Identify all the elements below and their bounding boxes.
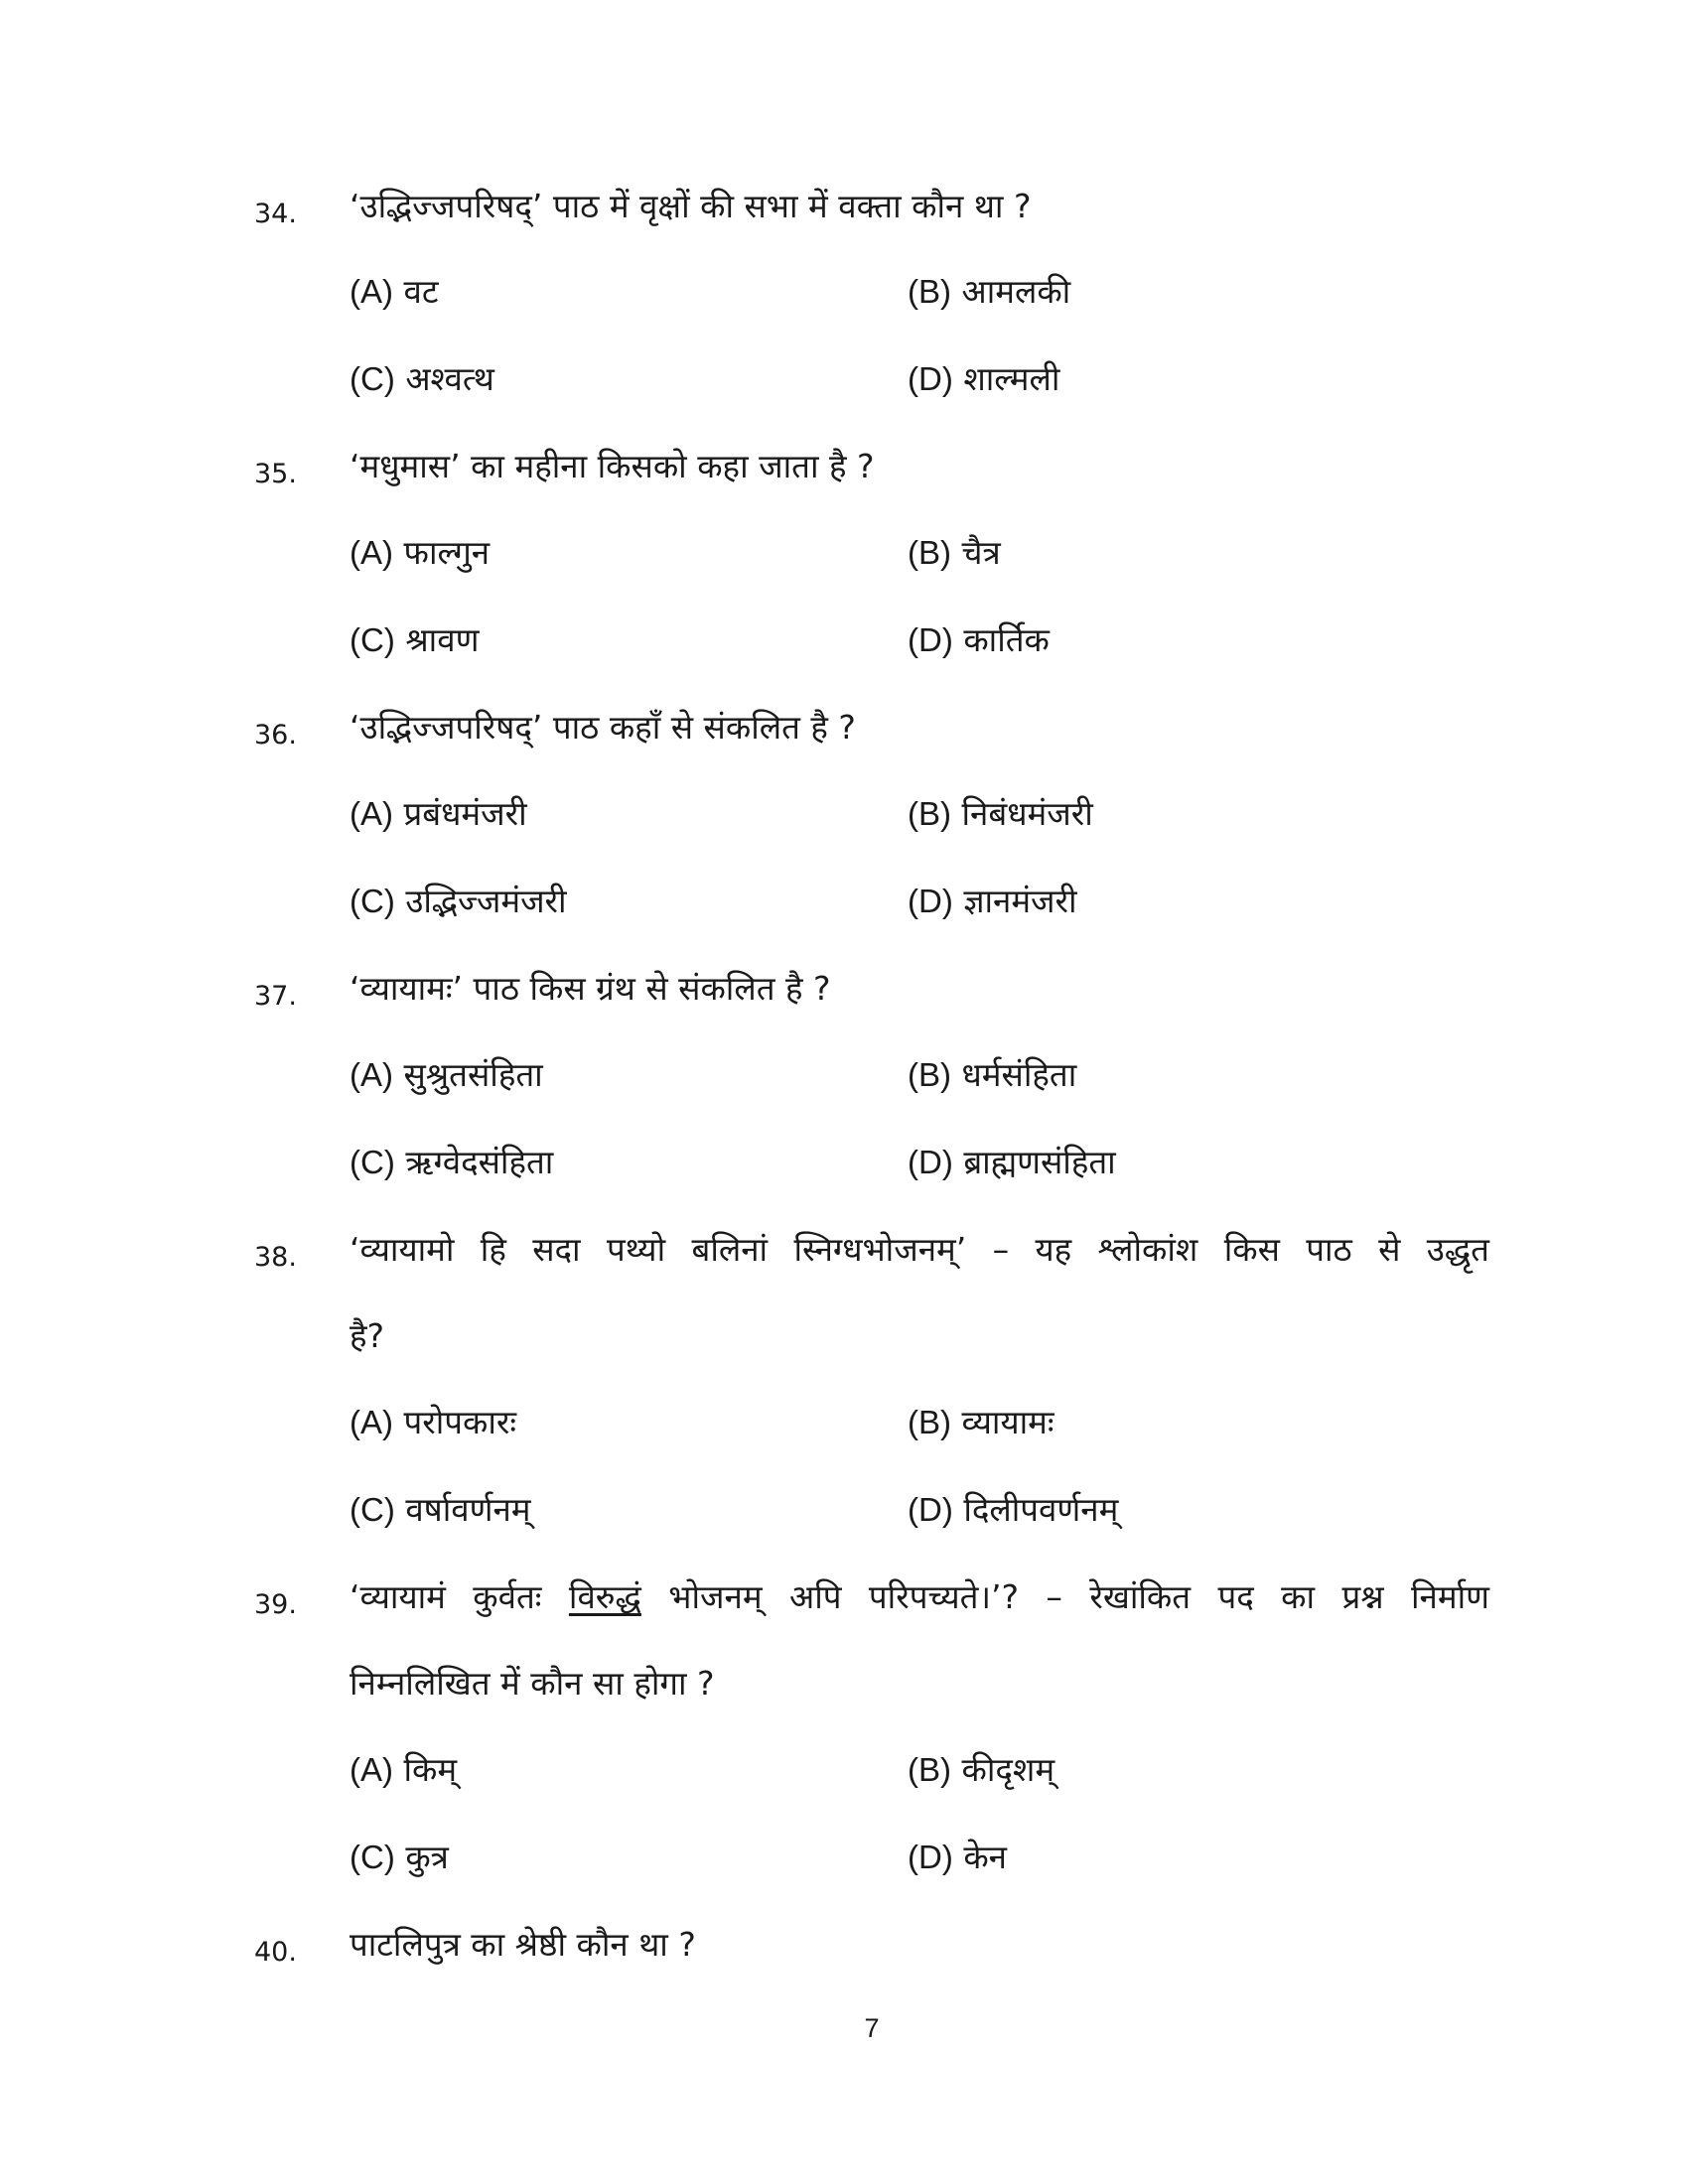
option-c: (C) कुत्र bbox=[350, 1838, 449, 1876]
question-text: ‘उद्भिज्जपरिषद्’ पाठ कहाँ से संकलित है ? bbox=[350, 708, 856, 747]
option-b: (B) धर्मसंहिता bbox=[908, 1055, 1077, 1094]
option-d: (D) शाल्मली bbox=[908, 359, 1060, 398]
page-number: 7 bbox=[864, 2013, 880, 2043]
question-text-part: भोजनम् अपि परिपच्यते।’? – रेखांकित पद का प्रश्न निर्माण bbox=[640, 1577, 1489, 1616]
option-a: (A) वट bbox=[350, 272, 439, 311]
question-number: 36. bbox=[254, 720, 297, 751]
question-number: 39. bbox=[254, 1589, 297, 1620]
question-number: 38. bbox=[254, 1242, 297, 1273]
option-b: (B) व्यायामः bbox=[908, 1403, 1055, 1441]
question-text-line-1 bbox=[350, 1577, 1489, 1617]
question-text-line-1: ‘व्यायामो हि सदा पथ्यो बलिनां स्निग्धभोजनम्’ – यह श्लोकांश किस पाठ से उद्धृत bbox=[350, 1230, 1489, 1269]
option-a: (A) प्रबंधमंजरी bbox=[350, 794, 527, 833]
option-a: (A) परोपकारः bbox=[350, 1403, 517, 1441]
question-text: ‘उद्भिज्जपरिषद्’ पाठ में वृक्षों की सभा में वक्ता कौन था ? bbox=[350, 187, 1032, 225]
question-text: ‘व्यायामः’ पाठ किस ग्रंथ से संकलित है ? bbox=[350, 969, 831, 1008]
option-c: (C) वर्षावर्णनम् bbox=[350, 1490, 531, 1529]
option-c: (C) श्रावण bbox=[350, 620, 480, 659]
option-a: (A) सुश्रुतसंहिता bbox=[350, 1055, 543, 1094]
option-b: (B) कीदृशम् bbox=[908, 1750, 1055, 1789]
option-a: (A) फाल्गुन bbox=[350, 533, 491, 572]
question-number: 34. bbox=[254, 199, 297, 229]
option-a: (A) किम् bbox=[350, 1750, 458, 1789]
option-c: (C) उद्भिज्जमंजरी bbox=[350, 882, 567, 920]
question-number: 35. bbox=[254, 459, 297, 489]
option-d: (D) ब्राह्मणसंहिता bbox=[908, 1143, 1116, 1181]
question-text: पाटलिपुत्र का श्रेष्ठी कौन था ? bbox=[350, 1925, 696, 1964]
option-d: (D) ज्ञानमंजरी bbox=[908, 882, 1077, 920]
option-d: (D) केन bbox=[908, 1838, 1007, 1876]
option-b: (B) आमलकी bbox=[908, 272, 1071, 311]
question-text-part: ‘व्यायामं कुर्वतः bbox=[350, 1577, 569, 1616]
question-text-line-2: निम्नलिखित में कौन सा होगा ? bbox=[350, 1664, 715, 1703]
option-b: (B) निबंधमंजरी bbox=[908, 794, 1093, 833]
option-c: (C) ऋग्वेदसंहिता bbox=[350, 1143, 554, 1181]
question-text-line-2: है? bbox=[350, 1316, 385, 1355]
option-b: (B) चैत्र bbox=[908, 533, 1001, 572]
question-number: 37. bbox=[254, 981, 297, 1012]
question-text: ‘मधुमास’ का महीना किसको कहा जाता है ? bbox=[350, 447, 875, 485]
option-c: (C) अश्वत्थ bbox=[350, 359, 494, 398]
option-d: (D) दिलीपवर्णनम् bbox=[908, 1490, 1119, 1529]
option-d: (D) कार्तिक bbox=[908, 620, 1050, 659]
question-number: 40. bbox=[254, 1937, 297, 1968]
underlined-word: विरुद्धं bbox=[568, 1577, 641, 1616]
